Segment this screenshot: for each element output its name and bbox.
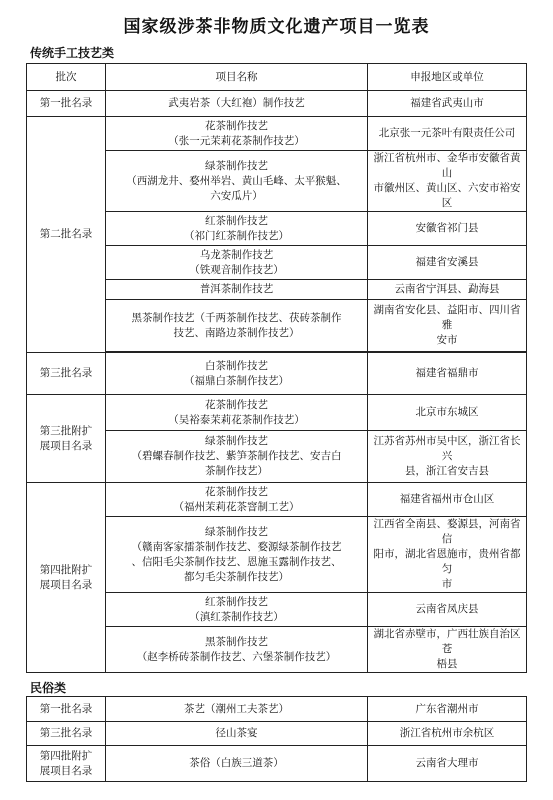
region-text: 市徽州区、黄山区、六安市裕安区 <box>373 182 521 209</box>
project-name-cell <box>106 91 368 117</box>
project-name: 花茶制作技艺 <box>205 485 268 498</box>
project-name: 绿茶制作技艺 <box>205 435 268 447</box>
project-detail: 都匀毛尖茶制作技艺） <box>184 570 289 583</box>
batch-cell <box>27 746 106 782</box>
project-name-cell <box>106 353 368 395</box>
craft-table <box>26 63 527 673</box>
region-cell <box>368 431 527 483</box>
region-cell <box>368 627 527 673</box>
project-name-cell: 径山茶宴 <box>106 722 368 746</box>
region-cell <box>368 593 527 627</box>
header-name: 项目名称 <box>106 64 368 91</box>
region-cell <box>368 151 527 212</box>
region-text: 安市 <box>436 334 458 346</box>
project-name-cell <box>106 151 368 212</box>
batch-label: 第三批附扩 <box>39 424 93 437</box>
project-detail: （赣南客家擂茶制作技艺、婺源绿茶制作技艺 <box>131 540 342 553</box>
region-text: 安徽省祁门县 <box>415 222 479 234</box>
project-name-cell <box>106 246 368 280</box>
region-text: 北京张一元茶叶有限责任公司 <box>378 127 516 139</box>
table-row <box>27 746 527 782</box>
region-cell: 广东省潮州市 <box>368 697 527 722</box>
region-text: 市 <box>441 578 453 590</box>
table-header-row <box>27 64 527 91</box>
table-row <box>27 483 527 517</box>
project-detail: （张一元茉莉花茶制作技艺） <box>168 134 305 147</box>
project-name-cell <box>106 627 368 673</box>
table-row <box>27 722 527 746</box>
region-text: 梧县 <box>436 658 458 670</box>
batch-cell <box>27 483 106 673</box>
batch-cell: 第三批名录 <box>27 722 106 746</box>
batch-cell: 第一批名录 <box>27 91 106 117</box>
region-text: 云南省凤庆县 <box>415 603 479 615</box>
batch-label: 第四批附扩 <box>39 749 93 762</box>
header-region: 申报地区或单位 <box>368 64 527 91</box>
region-text: 江西省全南县、婺源县，河南省信 <box>373 518 521 545</box>
project-name: 黑茶制作技艺（千两茶制作技艺、茯砖茶制作 <box>131 311 342 324</box>
batch-cell <box>27 395 106 483</box>
project-detail: 技艺、南路边茶制作技艺） <box>173 326 300 339</box>
project-name-cell <box>106 212 368 246</box>
project-name: 绿茶制作技艺 <box>205 159 268 172</box>
region-text: 云南省宁洱县、勐海县 <box>394 283 500 295</box>
project-name-cell <box>106 300 368 352</box>
region-cell <box>368 517 527 593</box>
region-cell <box>368 280 527 300</box>
project-name-cell <box>106 395 368 431</box>
region-cell <box>368 91 527 117</box>
table-row <box>27 697 527 722</box>
region-cell <box>368 212 527 246</box>
project-name: 绿茶制作技艺 <box>205 525 268 538</box>
project-name: 武夷岩茶（大红袍）制作技艺 <box>168 97 305 109</box>
project-name-cell <box>106 280 368 300</box>
project-detail: （西湖龙井、婺州举岩、黄山毛峰、太平猴魁、 <box>126 174 347 187</box>
region-text: 北京市东城区 <box>415 406 479 418</box>
page-title: 国家级涉茶非物质文化遗产项目一览表 <box>123 17 430 37</box>
project-name-cell: 茶俗（白族三道茶） <box>106 746 368 782</box>
region-text: 福建省安溪县 <box>415 256 479 268</box>
region-text: 福建省福州市仓山区 <box>399 493 495 505</box>
project-detail: （滇红茶制作技艺） <box>189 610 284 623</box>
batch-label: 第四批附扩 <box>39 563 93 576</box>
project-name: 黑茶制作技艺 <box>205 635 268 648</box>
region-cell: 云南省大理市 <box>368 746 527 782</box>
project-name-cell <box>106 517 368 593</box>
table-row <box>27 91 527 117</box>
project-name: 白茶制作技艺 <box>205 359 268 372</box>
project-detail: （吴裕泰茉莉花茶制作技艺） <box>168 413 305 426</box>
batch-label: 展项目名录 <box>39 764 93 777</box>
project-name-cell: 茶艺（潮州工夫茶艺） <box>106 697 368 722</box>
table-row <box>27 117 527 151</box>
project-name: 花茶制作技艺 <box>205 398 268 411</box>
batch-cell: 第二批名录 <box>27 117 106 353</box>
region-text: 县，浙江省安吉县 <box>405 465 489 477</box>
region-text: 江苏省苏州市吴中区，浙江省长兴 <box>373 435 521 462</box>
project-name: 普洱茶制作技艺 <box>199 283 274 295</box>
project-name-cell <box>106 431 368 483</box>
batch-label: 展项目名录 <box>39 439 93 452</box>
project-detail: （赵李桥砖茶制作技艺、六堡茶制作技艺） <box>136 650 337 663</box>
project-detail: （福州茉莉花茶窨制工艺） <box>173 500 300 513</box>
region-text: 湖南省安化县、益阳市、四川省雅 <box>373 304 521 331</box>
region-cell <box>368 353 527 395</box>
project-detail: （福鼎白茶制作技艺） <box>184 374 289 387</box>
project-name-cell <box>106 117 368 151</box>
section-heading-folk: 民俗类 <box>30 681 67 695</box>
region-cell <box>368 300 527 352</box>
folk-table <box>26 696 527 782</box>
project-detail: 六安瓜片） <box>210 189 263 202</box>
project-detail: 茶制作技艺） <box>205 465 268 477</box>
project-name-cell <box>106 593 368 627</box>
header-batch: 批次 <box>27 64 106 91</box>
region-cell <box>368 117 527 151</box>
project-name: 花茶制作技艺 <box>205 119 268 132</box>
region-text: 浙江省杭州市、金华市安徽省黄山 <box>373 152 521 179</box>
batch-cell: 第一批名录 <box>27 697 106 722</box>
project-name: 乌龙茶制作技艺 <box>199 248 274 261</box>
project-name: 红茶制作技艺 <box>205 595 268 608</box>
batch-cell: 第三批名录 <box>27 353 106 395</box>
region-text: 湖北省赤壁市，广西壮族自治区苍 <box>373 628 521 655</box>
region-text: 阳市，湖北省恩施市，贵州省都匀 <box>373 548 521 575</box>
project-name-cell <box>106 483 368 517</box>
section-heading-craft: 传统手工技艺类 <box>30 46 115 60</box>
region-text: 福建省武夷山市 <box>410 97 484 109</box>
project-detail: （铁观音制作技艺） <box>189 263 284 276</box>
region-text: 福建省福鼎市 <box>415 367 479 379</box>
batch-label: 展项目名录 <box>39 578 93 591</box>
table-row <box>27 395 527 431</box>
project-detail: （祁门红茶制作技艺） <box>184 229 289 242</box>
region-cell <box>368 483 527 517</box>
project-detail: 、信阳毛尖茶制作技艺、恩施玉露制作技艺、 <box>131 555 342 568</box>
region-cell <box>368 395 527 431</box>
region-cell: 浙江省杭州市余杭区 <box>368 722 527 746</box>
region-cell <box>368 246 527 280</box>
project-name: 红茶制作技艺 <box>205 214 268 227</box>
table-row <box>27 353 527 395</box>
project-detail: （碧螺春制作技艺、紫笋茶制作技艺、安吉白 <box>131 450 342 462</box>
